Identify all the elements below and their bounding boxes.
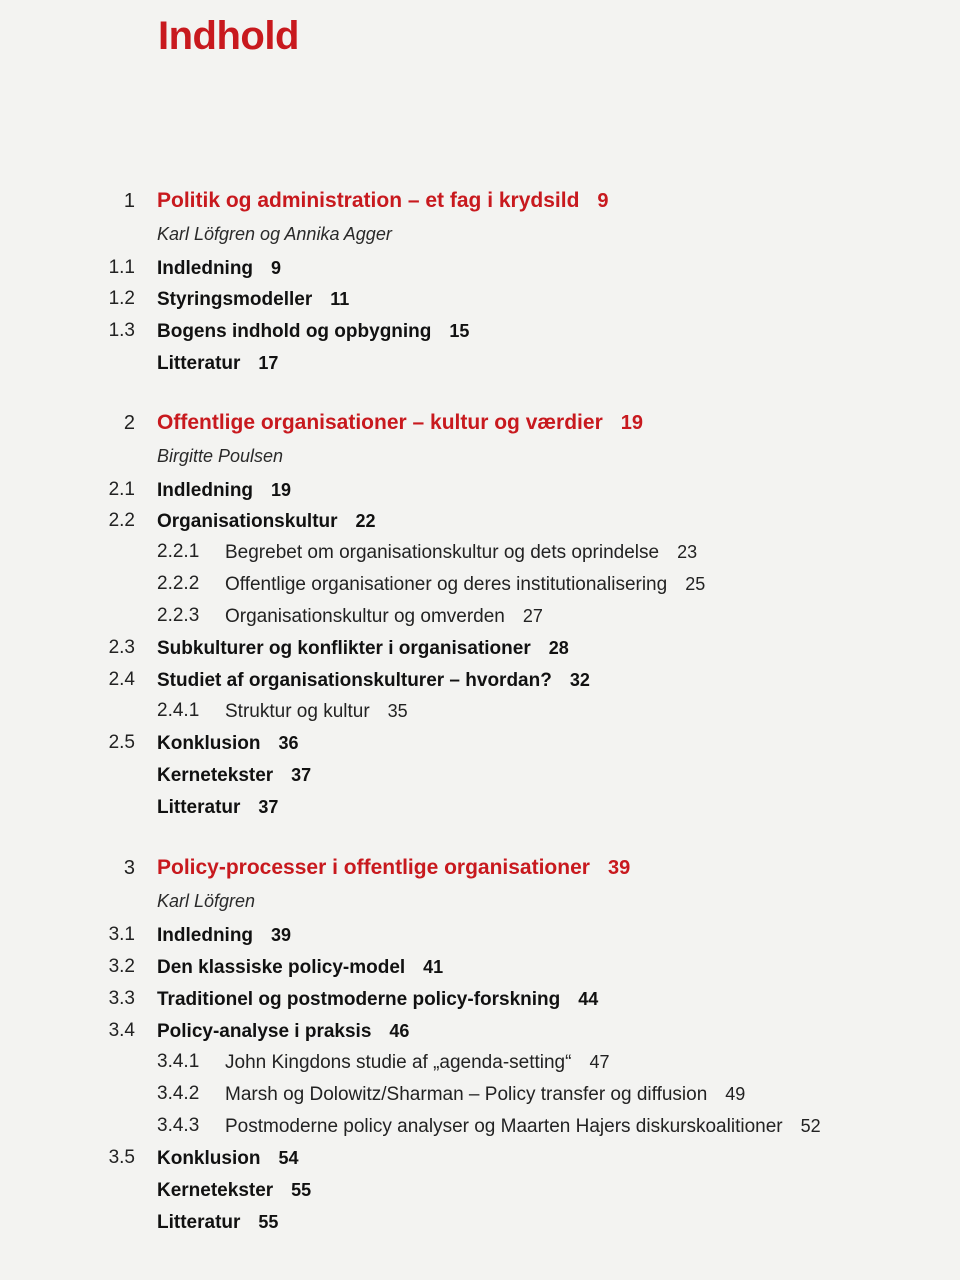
entry-number: 1.1 bbox=[108, 257, 135, 278]
page-number: 44 bbox=[578, 989, 599, 1009]
entry-title: Den klassiske policy-model bbox=[157, 957, 406, 978]
entry-number: 2.3 bbox=[108, 637, 135, 658]
entry-number: 2.2.3 bbox=[157, 605, 200, 626]
entry-number: 3.3 bbox=[108, 988, 135, 1009]
page-number: 32 bbox=[569, 670, 590, 690]
entry-title: Litteratur bbox=[157, 797, 241, 818]
entry-title: Organisationskultur og omverden bbox=[225, 606, 505, 627]
entry-title: Konklusion bbox=[157, 1148, 261, 1169]
entry-number: 3.4.3 bbox=[157, 1115, 200, 1136]
entry-number: 2.2.1 bbox=[157, 541, 200, 562]
page-number: 36 bbox=[278, 733, 299, 753]
entry-title: Policy-analyse i praksis bbox=[157, 1021, 372, 1042]
page-number: 9 bbox=[271, 258, 282, 278]
chapter-number: 1 bbox=[123, 190, 135, 212]
page-number: 55 bbox=[258, 1212, 279, 1232]
page-number: 52 bbox=[800, 1116, 821, 1136]
page-number: 47 bbox=[589, 1052, 610, 1072]
entry-number: 3.5 bbox=[108, 1147, 135, 1168]
entry-title: Postmoderne policy analyser og Maarten Hajers diskurskoalitioner bbox=[225, 1116, 783, 1137]
entry-title: Konklusion bbox=[157, 733, 261, 754]
entry-title: Organisationskultur bbox=[157, 511, 338, 532]
entry-number: 1.2 bbox=[108, 288, 135, 309]
page-title: Indhold bbox=[158, 14, 299, 58]
entry-number: 3.4.2 bbox=[157, 1083, 200, 1104]
entry-title: Subkulturer og konflikter i organisationer bbox=[157, 638, 531, 659]
entry-title: Marsh og Dolowitz/Sharman – Policy transfer og diffusion bbox=[225, 1084, 708, 1105]
entry-title: Begrebet om organisationskultur og dets oprindelse bbox=[225, 542, 660, 563]
entry-title: Traditionel og postmoderne policy-forskning bbox=[157, 989, 561, 1010]
author-name: Karl Löfgren og Annika Agger bbox=[157, 224, 392, 244]
chapter-number: 2 bbox=[123, 412, 135, 434]
entry-number: 3.4.1 bbox=[157, 1051, 200, 1072]
entry-number: 2.2 bbox=[108, 510, 135, 531]
page-number: 19 bbox=[620, 412, 643, 434]
chapter-title: Politik og administration – et fag i krydsild bbox=[157, 189, 580, 212]
entry-title: Kernetekster bbox=[157, 765, 274, 786]
page-number: 35 bbox=[387, 701, 408, 721]
entry-title: Styringsmodeller bbox=[157, 289, 313, 310]
page-number: 37 bbox=[291, 765, 312, 785]
entry-number: 2.2.2 bbox=[157, 573, 200, 594]
entry-title: Indledning bbox=[157, 258, 254, 279]
page-number: 19 bbox=[271, 480, 292, 500]
page-number: 15 bbox=[449, 321, 470, 341]
page-number: 9 bbox=[597, 190, 609, 212]
entry-title: John Kingdons studie af „agenda-setting“ bbox=[225, 1052, 572, 1073]
entry-number: 3.1 bbox=[108, 924, 135, 945]
page-number: 39 bbox=[607, 857, 631, 879]
page-number: 41 bbox=[423, 957, 444, 977]
page-number: 46 bbox=[389, 1021, 410, 1041]
entry-number: 2.5 bbox=[108, 732, 135, 753]
page-number: 55 bbox=[291, 1180, 312, 1200]
entry-title: Indledning bbox=[157, 480, 254, 501]
entry-title: Bogens indhold og opbygning bbox=[157, 321, 432, 342]
chapter-title: Offentlige organisationer – kultur og værdier bbox=[157, 411, 603, 434]
page-number: 49 bbox=[725, 1084, 746, 1104]
author-name: Birgitte Poulsen bbox=[157, 446, 284, 466]
show-through-1 bbox=[640, 70, 644, 87]
entry-number: 2.4.1 bbox=[157, 700, 200, 721]
entry-title: Indledning bbox=[157, 925, 254, 946]
page-number: 23 bbox=[677, 542, 698, 562]
page-number: 27 bbox=[522, 606, 543, 626]
entry-number: 3.2 bbox=[108, 956, 135, 977]
page-number: 37 bbox=[258, 797, 279, 817]
page-number: 17 bbox=[258, 353, 279, 373]
page-number: 25 bbox=[685, 574, 706, 594]
page-number: 28 bbox=[548, 638, 569, 658]
entry-number: 2.4 bbox=[108, 669, 135, 690]
entry-title: Kernetekster bbox=[157, 1180, 274, 1201]
entry-title: Litteratur bbox=[157, 1212, 241, 1233]
page-number: 22 bbox=[355, 511, 376, 531]
entry-number: 2.1 bbox=[108, 479, 135, 500]
entry-title: Offentlige organisationer og deres institutionalisering bbox=[225, 574, 668, 595]
page-number: 54 bbox=[278, 1148, 299, 1168]
entry-number: 3.4 bbox=[108, 1020, 135, 1041]
page-number: 39 bbox=[271, 925, 292, 945]
entry-title: Litteratur bbox=[157, 353, 241, 374]
entry-number: 1.3 bbox=[108, 320, 135, 341]
chapter-number: 3 bbox=[123, 857, 135, 879]
page-number: 11 bbox=[330, 289, 350, 309]
entry-title: Struktur og kultur bbox=[225, 701, 370, 722]
author-name: Karl Löfgren bbox=[157, 891, 256, 911]
chapter-title: Policy-processer i offentlige organisationer bbox=[157, 856, 590, 879]
entry-title: Studiet af organisationskulturer – hvordan? bbox=[157, 670, 552, 691]
